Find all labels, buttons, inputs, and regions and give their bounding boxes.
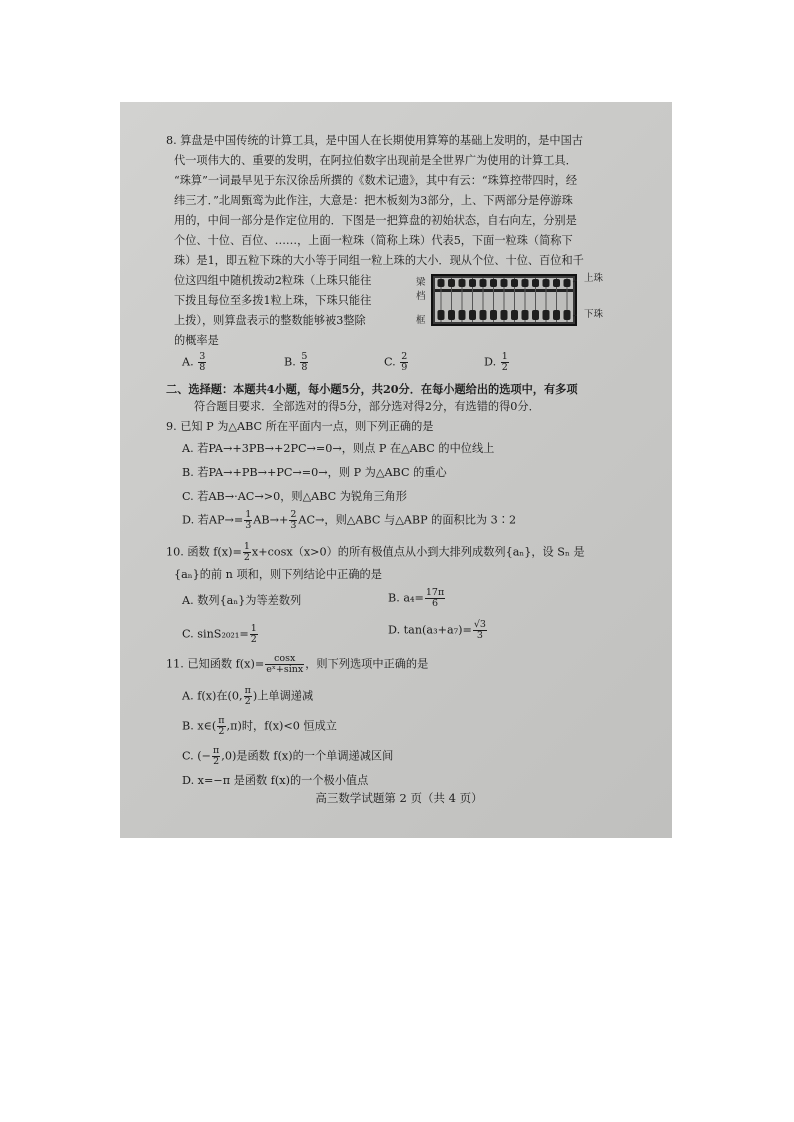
fraction: [212, 746, 220, 767]
denominator: 3: [476, 630, 483, 641]
text: 10. 函数 f(x)=: [166, 545, 242, 559]
q8-line: 纬三才．”北周甄鸾为此作注，大意是：把木板刻为3部分，上、下两部分是停游珠: [174, 194, 573, 207]
abacus-upper-bead: [469, 279, 476, 287]
numerator: π: [213, 745, 220, 756]
text: C. (−: [182, 749, 212, 763]
q9-option-b: B. 若PA→+PB→+PC→=0→，则 P 为△ABC 的重心: [182, 466, 447, 479]
numerator: π: [218, 715, 225, 726]
abacus-upper-bead: [532, 279, 539, 287]
abacus-label-rod: 档: [416, 291, 426, 302]
abacus-lower-bead: [480, 310, 487, 320]
q9-option-a: A. 若PA→+3PB→+2PC→=0→，则点 P 在△ABC 的中位线上: [182, 442, 495, 455]
abacus-upper-bead: [459, 279, 466, 287]
text: ,0)是函数 f(x)的一个单调递减区间: [221, 749, 394, 763]
abacus-lower-bead: [553, 310, 560, 320]
numerator: π: [244, 685, 251, 696]
abacus-label-frame: 框: [416, 315, 426, 326]
text: C. sinS₂₀₂₁=: [182, 627, 249, 641]
abacus-upper-bead: [553, 279, 560, 287]
denominator: 2: [250, 634, 257, 645]
abacus-upper-bead: [564, 279, 571, 287]
option-label: B.: [284, 355, 296, 369]
q11-stem: [166, 654, 428, 675]
abacus-lower-bead: [469, 310, 476, 320]
text: B. a₄=: [388, 591, 424, 605]
fraction: [250, 624, 258, 645]
abacus-lower-bead: [501, 310, 508, 320]
text: AB→+: [253, 513, 289, 527]
text: D. 若AP→=: [182, 513, 244, 527]
numerator: 1: [250, 623, 257, 634]
abacus-lower-bead: [438, 310, 445, 320]
abacus-upper-bead: [543, 279, 550, 287]
abacus-lower-bead: [448, 310, 455, 320]
text: D. tan(a₃+a₇)=: [388, 623, 472, 637]
page-footer: 高三数学试题第 2 页（共 4 页）: [315, 791, 483, 805]
abacus-lower-bead: [490, 310, 497, 320]
abacus-upper-bead: [511, 279, 518, 287]
abacus-lower-bead: [459, 310, 466, 320]
q8-line: 代一项伟大的、重要的发明，在阿拉伯数字出现前是全世界广为使用的计算工具．: [174, 154, 577, 167]
q8-line: 位这四组中随机拨动2粒珠（上珠只能往: [174, 274, 372, 287]
denominator: eˣ+sinx: [266, 664, 304, 675]
q10-stem-line2: {aₙ}的前 n 项和，则下列结论中正确的是: [174, 568, 382, 581]
numerator: 2: [401, 351, 408, 362]
abacus-upper-bead: [522, 279, 529, 287]
fraction: [217, 716, 225, 737]
denominator: 3: [245, 520, 252, 531]
exam-photo: [120, 102, 672, 838]
abacus-upper-bead: [480, 279, 487, 287]
q8-option-a: [182, 352, 207, 373]
q8-line: “珠算”一词最早见于东汉徐岳所撰的《数术记遗》，其中有云：“珠算控带四时，经: [174, 174, 578, 187]
numerator: √3: [473, 619, 486, 630]
section-2-instructions: 符合题目要求．全部选对的得5分，部分选对得2分，有选错的得0分．: [194, 400, 540, 413]
q8-line: 用的，中间一部分是作定位用的．下图是一把算盘的初始状态，自右向左，分别是: [174, 214, 577, 227]
q11-option-d: D. x=−π 是函数 f(x)的一个极小值点: [182, 774, 369, 787]
numerator: 1: [243, 541, 250, 552]
q8-line: 下拨且每位至多拨1粒上珠，下珠只能往: [174, 294, 372, 307]
q9-stem: 9. 已知 P 为△ABC 所在平面内一点，则下列正确的是: [166, 420, 434, 433]
denominator: 9: [401, 362, 408, 373]
numerator: cosx: [265, 654, 304, 665]
q8-option-c: [384, 352, 409, 373]
denominator: 2: [243, 552, 250, 563]
numerator: 3: [199, 351, 206, 362]
abacus-upper-bead: [438, 279, 445, 287]
exam-page: [134, 102, 664, 838]
numerator: 5: [301, 351, 308, 362]
text: B. x∈(: [182, 719, 217, 733]
denominator: 2: [244, 696, 251, 707]
text: ,π)时，f(x)<0 恒成立: [226, 719, 337, 733]
q10-stem: [166, 542, 585, 563]
abacus-lower-bead: [522, 310, 529, 320]
option-label: D.: [484, 355, 497, 369]
q8-line: 个位、十位、百位、……，上面一粒珠（简称上珠）代表5，下面一粒珠（简称下: [174, 234, 573, 247]
fraction: [198, 352, 206, 373]
text: 11. 已知函数 f(x)=: [166, 657, 265, 671]
text: A. f(x)在(0,: [182, 689, 243, 703]
q8-option-b: [284, 352, 309, 373]
q10-option-b: [388, 588, 446, 609]
numerator: 17π: [425, 587, 445, 598]
fraction: [265, 654, 304, 675]
q11-option-b: [182, 716, 337, 737]
denominator: 3: [290, 520, 297, 531]
section-2-heading: 二、选择题：本题共4小题，每小题5分，共20分．在每小题给出的选项中，有多项: [166, 382, 578, 396]
q10-option-c: [182, 624, 259, 645]
denominator: 8: [301, 362, 308, 373]
q10-option-d: [388, 620, 488, 641]
fraction: [243, 542, 251, 563]
text: )上单调递减: [252, 689, 314, 703]
fraction: [289, 510, 297, 531]
abacus-label-lower: 下珠: [584, 309, 604, 320]
q8-line: 8. 算盘是中国传统的计算工具，是中国人在长期使用算筹的基础上发明的，是中国古: [166, 134, 583, 147]
text: ，则下列选项中正确的是: [305, 657, 429, 671]
fraction: [400, 352, 408, 373]
denominator: 2: [501, 362, 508, 373]
text: AC→，则△ABC 与△ABP 的面积比为 3∶2: [298, 513, 517, 527]
abacus-upper-bead: [448, 279, 455, 287]
numerator: 2: [290, 509, 297, 520]
abacus-lower-bead: [543, 310, 550, 320]
abacus-lower-bead: [532, 310, 539, 320]
abacus-lower-bead: [564, 310, 571, 320]
abacus-label-upper: 上珠: [584, 273, 604, 284]
q11-option-c: [182, 746, 393, 767]
option-label: C.: [384, 355, 396, 369]
abacus-upper-bead: [490, 279, 497, 287]
q9-option-c: C. 若AB→·AC→>0，则△ABC 为锐角三角形: [182, 490, 407, 503]
fraction: [473, 620, 487, 641]
fraction: [425, 588, 445, 609]
q8-line: 珠）是1，即五粒下珠的大小等于同组一粒上珠的大小．现从个位、十位、百位和千: [174, 254, 584, 267]
q10-option-a: A. 数列{aₙ}为等差数列: [182, 594, 302, 607]
q8-option-d: [484, 352, 510, 373]
abacus-lower-bead: [511, 310, 518, 320]
fraction: [244, 686, 252, 707]
option-label: A.: [182, 355, 194, 369]
q11-option-a: [182, 686, 313, 707]
text: x+cosx（x>0）的所有极值点从小到大排列成数列{aₙ}，设 Sₙ 是: [251, 545, 585, 559]
denominator: 8: [199, 362, 206, 373]
abacus-upper-bead: [501, 279, 508, 287]
denominator: 6: [432, 598, 439, 609]
fraction: [244, 510, 252, 531]
abacus-figure: [431, 274, 577, 326]
q8-line: 上拨），则算盘表示的整数能够被3整除: [174, 314, 366, 327]
denominator: 2: [218, 726, 225, 737]
abacus-label-beam: 梁: [416, 277, 426, 288]
numerator: 1: [245, 509, 252, 520]
numerator: 1: [501, 351, 508, 362]
fraction: [300, 352, 308, 373]
fraction: [501, 352, 509, 373]
q9-option-d: [182, 510, 516, 531]
denominator: 2: [213, 756, 220, 767]
q8-line: 的概率是: [174, 334, 219, 347]
